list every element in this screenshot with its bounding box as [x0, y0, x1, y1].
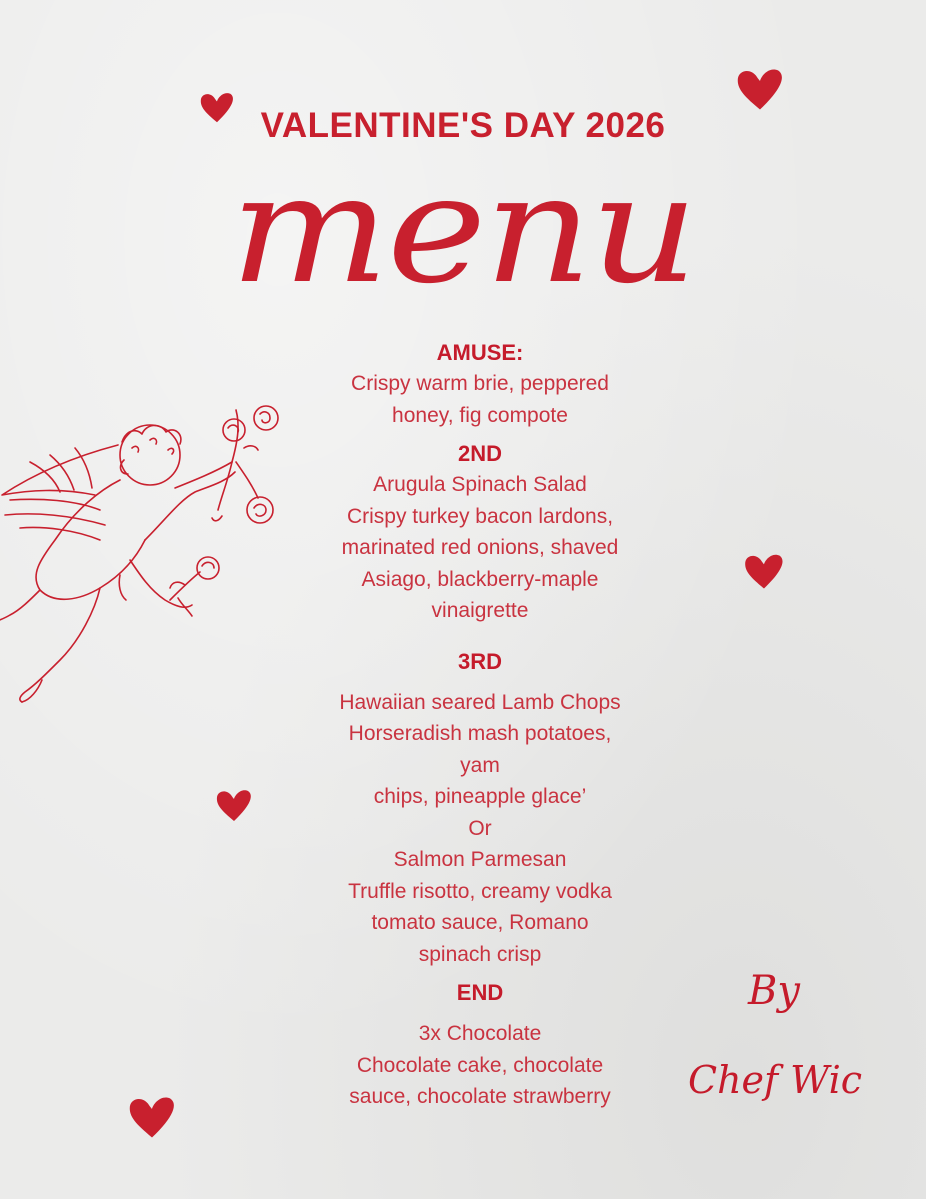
byline-chef: Chef Wic: [688, 1058, 863, 1102]
menu-line: sauce, chocolate strawberry: [349, 1085, 611, 1108]
menu-line: spinach crisp: [418, 942, 542, 966]
menu-line: Arugula Spinach Salad: [373, 473, 587, 496]
section-heading: 3RD: [457, 648, 502, 674]
section-heading: END: [456, 980, 504, 1005]
menu-line: yam: [460, 753, 500, 777]
heart-icon: [742, 550, 786, 594]
section-heading: 2ND: [457, 441, 502, 466]
menu-line: Salmon Parmesan: [393, 848, 567, 871]
menu-line: Crispy warm brie, peppered: [351, 372, 609, 395]
menu-line: Crispy turkey bacon lardons,: [346, 504, 614, 528]
menu-line: marinated red onions, shaved: [341, 536, 619, 559]
menu-line: honey, fig compote: [392, 403, 568, 427]
menu-line: Asiago, blackberry-maple: [361, 567, 599, 591]
section-heading: AMUSE:: [436, 340, 524, 365]
menu-line: tomato sauce, Romano: [371, 911, 589, 934]
page-title: VALENTINE'S DAY 2026: [260, 106, 666, 145]
byline-by: By: [748, 968, 800, 1014]
section-3rd: [250, 647, 710, 971]
menu-line: 3x Chocolate: [418, 1022, 542, 1045]
cupid-illustration: [0, 400, 290, 705]
heart-icon: [214, 786, 254, 826]
menu-line: chips, pineapple glace’: [373, 785, 587, 808]
heart-icon: [126, 1092, 178, 1144]
menu-line: Truffle risotto, creamy vodka: [348, 879, 612, 903]
menu-body: [250, 338, 710, 1113]
menu-script-title: menu: [229, 143, 697, 317]
menu-line: Or: [468, 816, 492, 840]
menu-line: Chocolate cake, chocolate: [356, 1053, 604, 1077]
section-2nd: [250, 439, 710, 627]
section-end: [250, 978, 710, 1113]
menu-line: vinaigrette: [431, 599, 529, 622]
section-amuse: [250, 338, 710, 431]
menu-line: Horseradish mash potatoes,: [348, 722, 612, 745]
menu-line: Hawaiian seared Lamb Chops: [339, 690, 621, 714]
